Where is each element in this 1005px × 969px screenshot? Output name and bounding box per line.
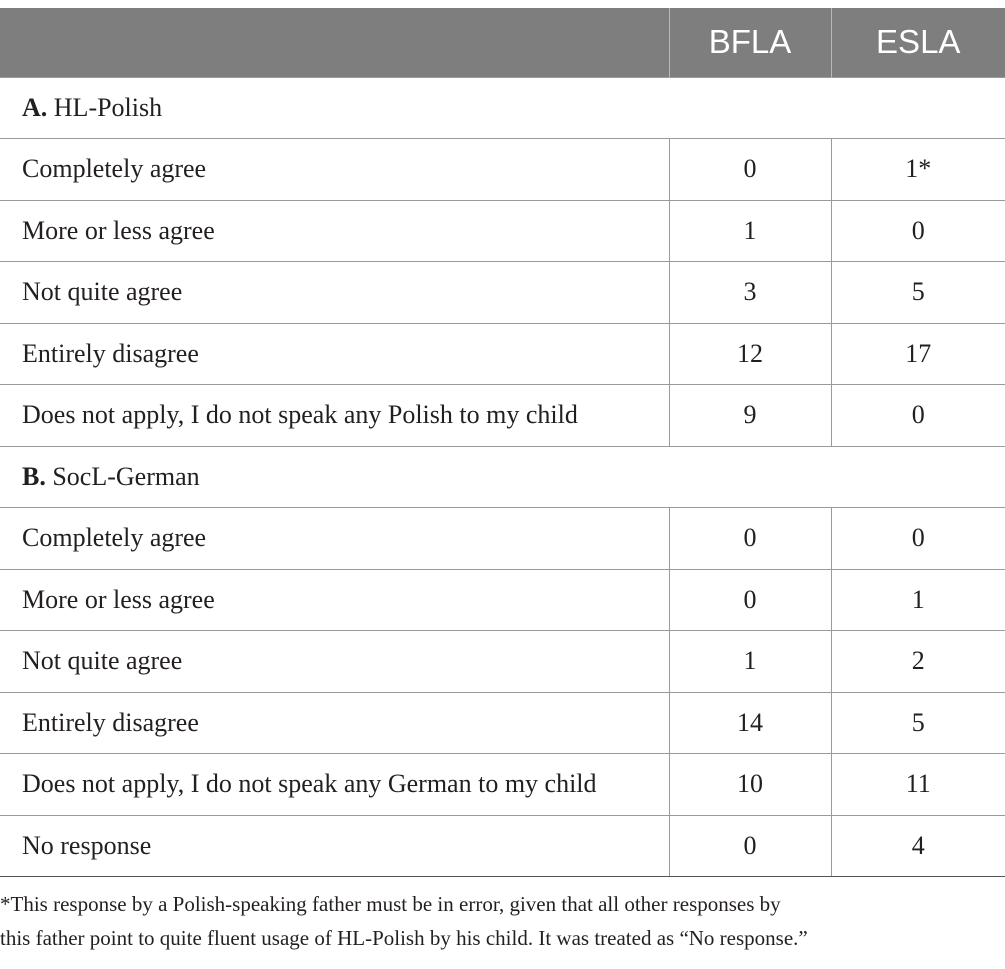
table-row <box>0 692 1005 754</box>
section-letter: B. <box>22 461 46 491</box>
row-label: Entirely disagree <box>0 692 669 754</box>
footnote-line-2: this father point to quite fluent usage of HL-Polish by his child. It was treated as “No response.” <box>0 926 808 950</box>
bfla-value: 14 <box>669 692 831 754</box>
header-esla: ESLA <box>876 23 961 61</box>
row-label: Completely agree <box>0 508 669 570</box>
table-row <box>0 508 1005 570</box>
esla-value: 2 <box>831 631 1005 693</box>
section-row <box>0 77 1005 139</box>
section-title <box>0 446 1005 508</box>
table-row <box>0 385 1005 447</box>
row-label: No response <box>0 815 669 877</box>
section-name: HL-Polish <box>53 92 163 122</box>
table-row <box>0 139 1005 201</box>
esla-value: 0 <box>831 385 1005 447</box>
esla-value: 1 <box>831 569 1005 631</box>
bfla-value: 1 <box>669 631 831 693</box>
esla-value: 4 <box>831 815 1005 877</box>
section-letter: A. <box>22 92 48 122</box>
row-label: Not quite agree <box>0 262 669 324</box>
row-label: More or less agree <box>0 569 669 631</box>
bfla-value: 0 <box>669 508 831 570</box>
header-bfla: BFLA <box>669 8 831 77</box>
table-row <box>0 323 1005 385</box>
bfla-value: 0 <box>669 815 831 877</box>
table-row <box>0 200 1005 262</box>
esla-value: 5 <box>831 262 1005 324</box>
bfla-value: 1 <box>669 200 831 262</box>
section-name: SocL-German <box>52 461 200 491</box>
table-row <box>0 815 1005 877</box>
esla-value: 17 <box>831 323 1005 385</box>
row-label: Does not apply, I do not speak any German to my child <box>0 754 669 816</box>
bfla-value: 10 <box>669 754 831 816</box>
esla-value: 1* <box>831 139 1005 201</box>
header-row <box>0 8 1005 77</box>
bfla-value: 0 <box>669 569 831 631</box>
data-table <box>0 8 1005 877</box>
bfla-value: 0 <box>669 139 831 201</box>
row-label: Not quite agree <box>0 631 669 693</box>
bfla-value: 3 <box>669 262 831 324</box>
table-row <box>0 754 1005 816</box>
esla-value: 0 <box>831 508 1005 570</box>
table-row <box>0 262 1005 324</box>
bfla-value: 12 <box>669 323 831 385</box>
row-label: Entirely disagree <box>0 323 669 385</box>
esla-value: 5 <box>831 692 1005 754</box>
row-label: More or less agree <box>0 200 669 262</box>
row-label: Does not apply, I do not speak any Polish to my child <box>0 385 669 447</box>
section-row <box>0 446 1005 508</box>
row-label: Completely agree <box>0 139 669 201</box>
table-row <box>0 569 1005 631</box>
esla-value: 11 <box>831 754 1005 816</box>
table-row <box>0 631 1005 693</box>
section-title <box>0 77 1005 139</box>
bfla-value: 9 <box>669 385 831 447</box>
footnote <box>0 887 1005 955</box>
esla-value: 0 <box>831 200 1005 262</box>
header-blank <box>0 8 669 77</box>
footnote-line-1: *This response by a Polish-speaking father must be in error, given that all other responses by <box>0 892 781 916</box>
